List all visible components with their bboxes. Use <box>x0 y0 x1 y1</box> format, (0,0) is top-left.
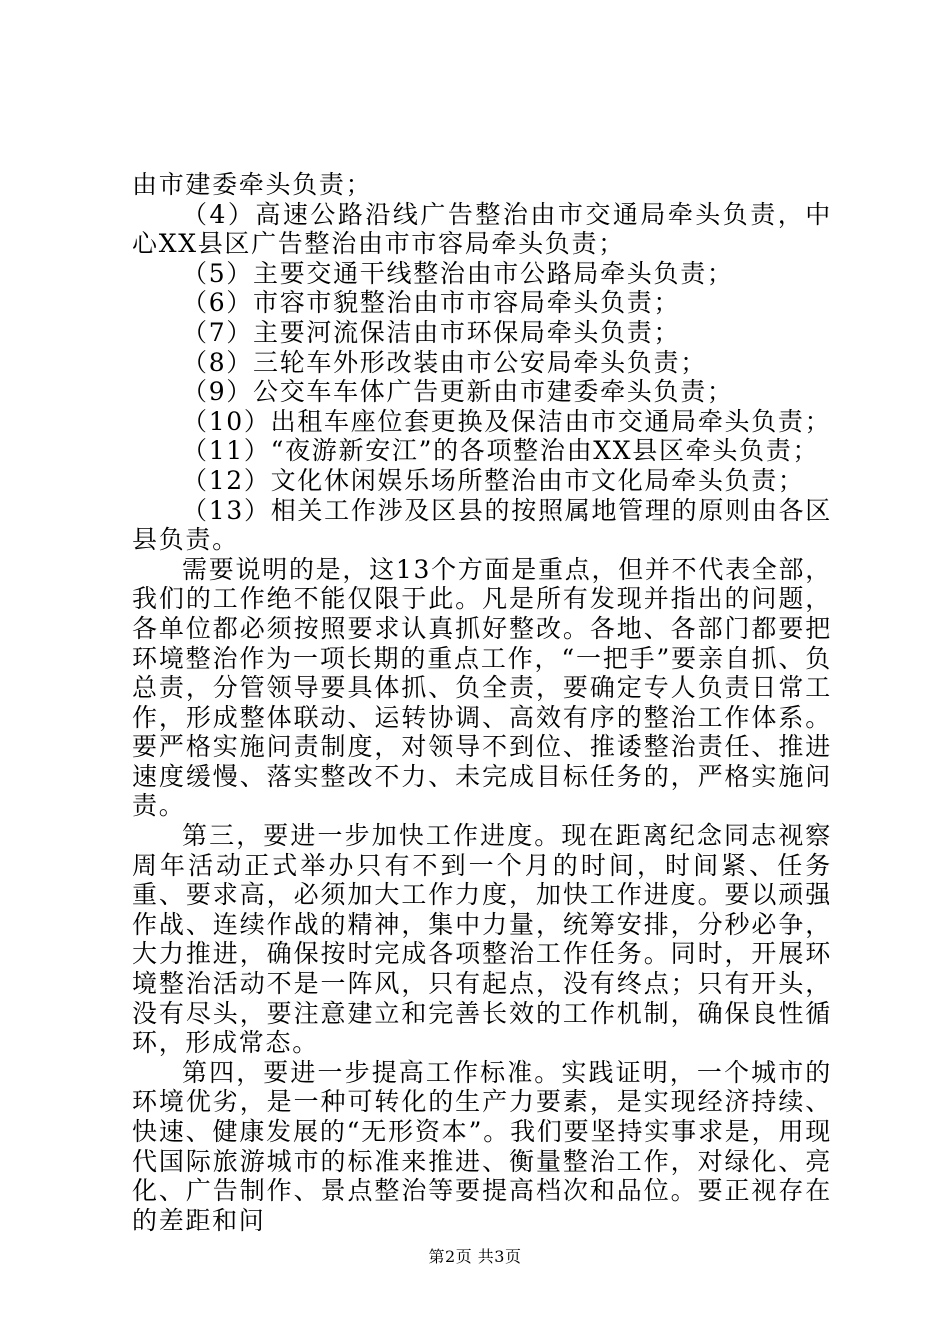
list-item-10: （10）出租车座位套更换及保洁由市交通局牵头负责； <box>182 406 832 436</box>
list-item-6: （6）市容市貌整治由市市容局牵头负责； <box>182 288 681 318</box>
paragraph-continuation: 由市建委牵头负责； <box>132 170 373 199</box>
list-item-4: （4）高速公路沿线广告整治由市交通局牵头负责，中心XX县区广告整治由市市容局牵头负责； <box>132 199 832 259</box>
document-body <box>132 170 832 1235</box>
list-item-11: （11）“夜游新安江”的各项整治由XX县区牵头负责； <box>182 436 820 466</box>
list-item-8: （8）三轮车外形改装由市公安局牵头负责； <box>182 347 707 377</box>
list-item-5: （5）主要交通干线整治由市公路局牵头负责； <box>182 258 734 288</box>
page-number-footer: 第2页 共3页 <box>428 1247 522 1266</box>
paragraph-fourth-point: 第四，要进一步提高工作标准。实践证明，一个城市的环境优劣，是一种可转化的生产力要素，是实现经济持续、快速、健康发展的“无形资本”。我们要坚持实事求是，用现代国际旅游城市的标准来推进、衡量整治工作，对绿化、亮化、广告制作、景点整治等要提高档次和品位。要正视存在的差距和问 <box>132 1057 832 1235</box>
list-item-12: （12）文化休闲娱乐场所整治由市文化局牵头负责； <box>182 465 805 495</box>
list-item-9: （9）公交车车体广告更新由市建委牵头负责； <box>182 377 734 407</box>
list-item-7: （7）主要河流保洁由市环保局牵头负责； <box>182 317 681 347</box>
paragraph-explanation: 需要说明的是，这13个方面是重点，但并不代表全部，我们的工作绝不能仅限于此。凡是所有发现并指出的问题，各单位都必须按照要求认真抓好整改。各地、各部门都要把环境整治作为一项长期的重点工作，“一把手”要亲自抓、负总责，分管领导要具体抓、负全责，要确定专人负责日常工作，形成整体联动、运转协调、高效有序的整治工作体系。要严格实施问责制度，对领导不到位、推诿整治责任、推进速度缓慢、落实整改不力、未完成目标任务的，严格实施问责。 <box>132 554 832 821</box>
list-item-13: （13）相关工作涉及区县的按照属地管理的原则由各区县负责。 <box>132 495 832 555</box>
paragraph-third-point: 第三，要进一步加快工作进度。现在距离纪念同志视察周年活动正式举办只有不到一个月的时间，时间紧、任务重、要求高，必须加大工作力度，加快工作进度。要以顽强作战、连续作战的精神，集中力量，统筹安排，分秒必争，大力推进，确保按时完成各项整治工作任务。同时，开展环境整治活动不是一阵风，只有起点，没有终点；只有开头，没有尽头，要注意建立和完善长效的工作机制，确保良性循环，形成常态。 <box>132 821 832 1058</box>
